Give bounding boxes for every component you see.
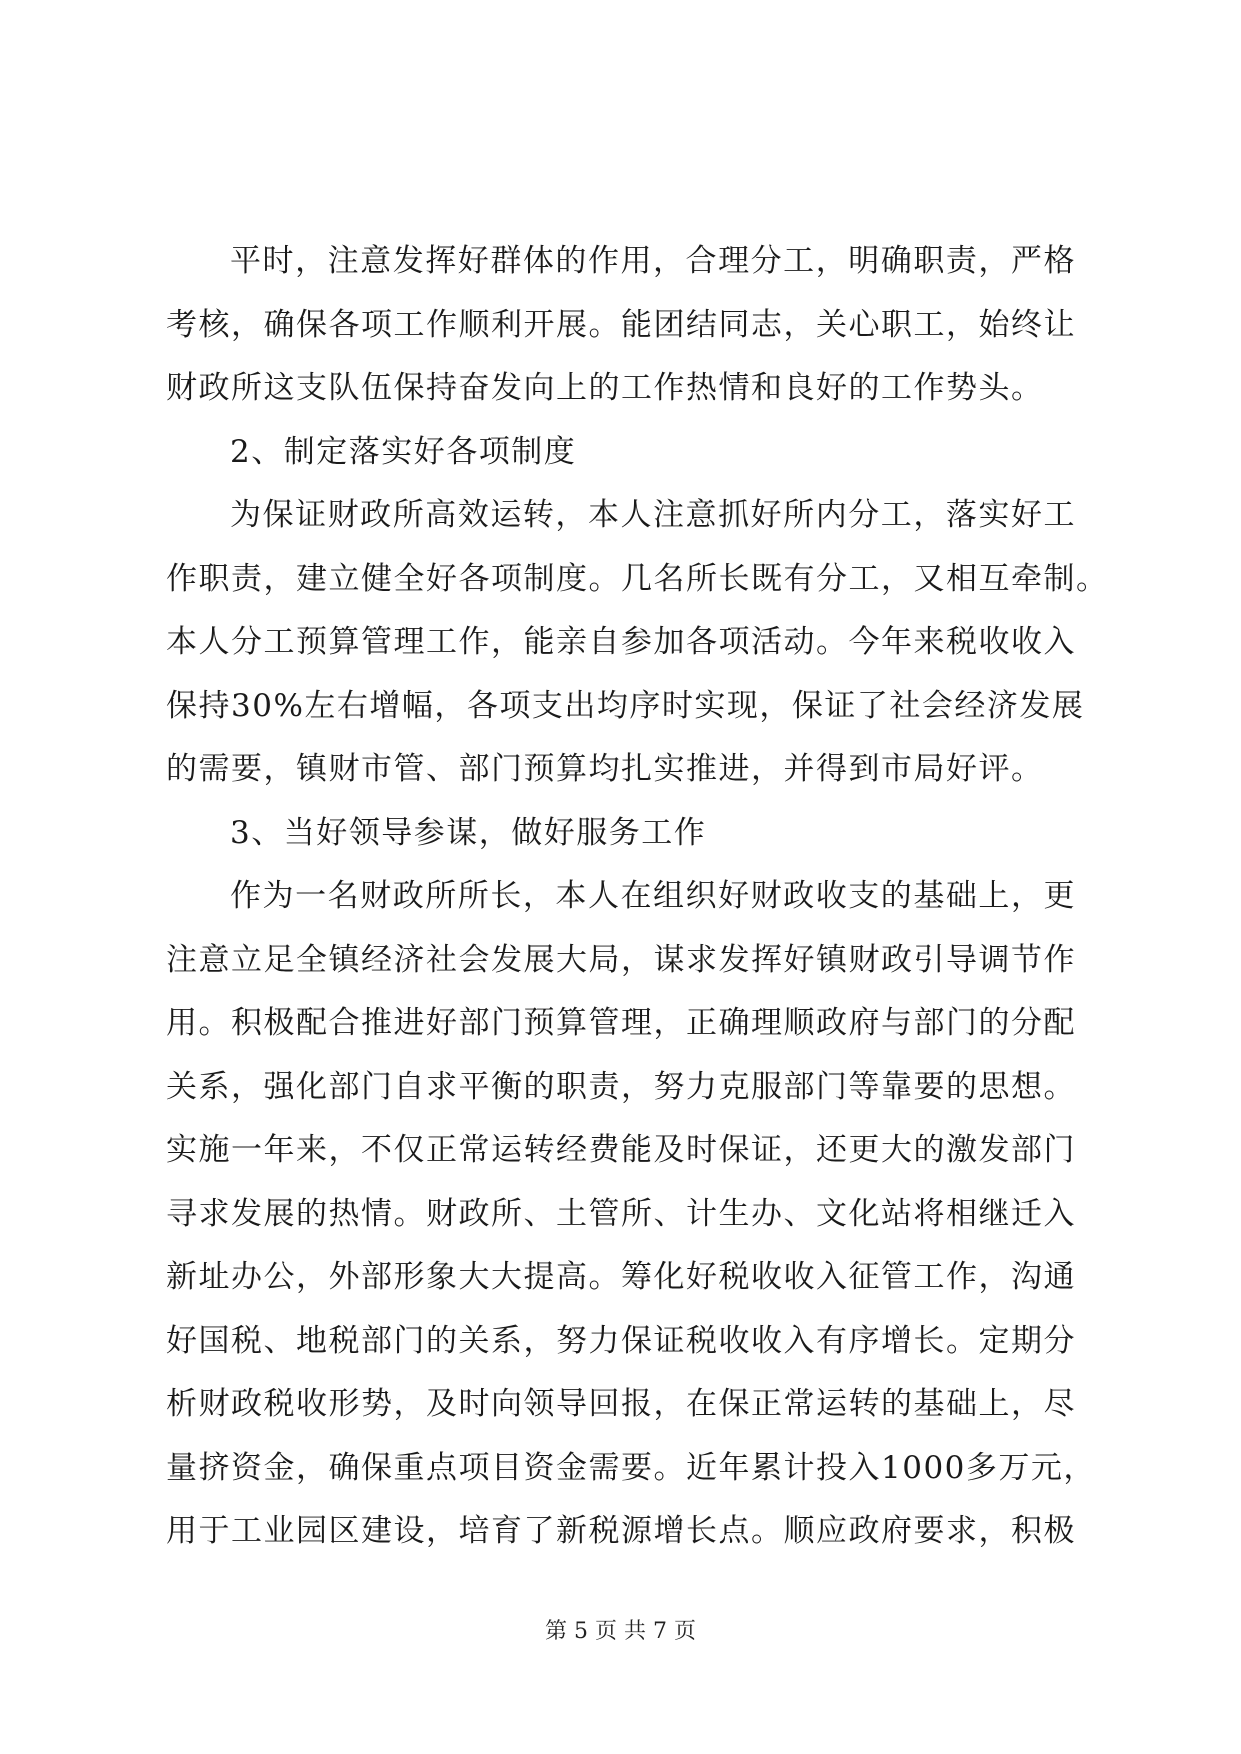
body-text (166, 230, 1109, 1564)
paragraph-line: 作职责，建立健全好各项制度。几名所长既有分工，又相互牵制。 (166, 560, 1109, 597)
paragraph-line: 平时，注意发挥好群体的作用，合理分工，明确职责，严格 (230, 243, 1076, 279)
paragraph-line: 析财政税收形势，及时向领导回报，在保正常运转的基础上，尽 (166, 1386, 1076, 1422)
paragraph-line: 保持30%左右增幅，各项支出均序时实现，保证了社会经济发展 (166, 687, 1085, 724)
paragraph-line: 本人分工预算管理工作，能亲自参加各项活动。今年来税收收入 (166, 624, 1076, 660)
paragraph-line: 用于工业园区建设，培育了新税源增长点。顺应政府要求，积极 (166, 1513, 1076, 1549)
paragraph-line: 寻求发展的热情。财政所、土管所、计生办、文化站将相继迁入 (166, 1195, 1076, 1232)
paragraph-line: 作为一名财政所所长，本人在组织好财政收支的基础上，更 (230, 878, 1076, 914)
page-number-footer: 第 5 页 共 7 页 (545, 1619, 696, 1644)
section-heading: 2、制定落实好各项制度 (230, 433, 577, 470)
paragraph-line: 的需要，镇财市管、部门预算均扎实推进，并得到市局好评。 (166, 751, 1044, 787)
paragraph-line: 考核，确保各项工作顺利开展。能团结同志，关心职工，始终让 (166, 306, 1076, 343)
paragraph-line: 用。积极配合推进好部门预算管理，正确理顺政府与部门的分配 (166, 1005, 1076, 1041)
paragraph-line: 为保证财政所高效运转，本人注意抓好所内分工，落实好工 (230, 497, 1076, 533)
paragraph-line: 量挤资金，确保重点项目资金需要。近年累计投入1000多万元， (166, 1449, 1096, 1486)
paragraph-line: 新址办公，外部形象大大提高。筹化好税收收入征管工作，沟通 (166, 1259, 1076, 1295)
section-heading: 3、当好领导参谋，做好服务工作 (230, 814, 707, 851)
paragraph-line: 财政所这支队伍保持奋发向上的工作热情和良好的工作势头。 (166, 370, 1044, 406)
paragraph-line: 注意立足全镇经济社会发展大局，谋求发挥好镇财政引导调节作 (166, 941, 1076, 978)
paragraph-line: 实施一年来，不仅正常运转经费能及时保证，还更大的激发部门 (166, 1132, 1076, 1168)
paragraph-line: 好国税、地税部门的关系，努力保证税收收入有序增长。定期分 (166, 1322, 1076, 1359)
paragraph-line: 关系，强化部门自求平衡的职责，努力克服部门等靠要的思想。 (166, 1068, 1076, 1105)
